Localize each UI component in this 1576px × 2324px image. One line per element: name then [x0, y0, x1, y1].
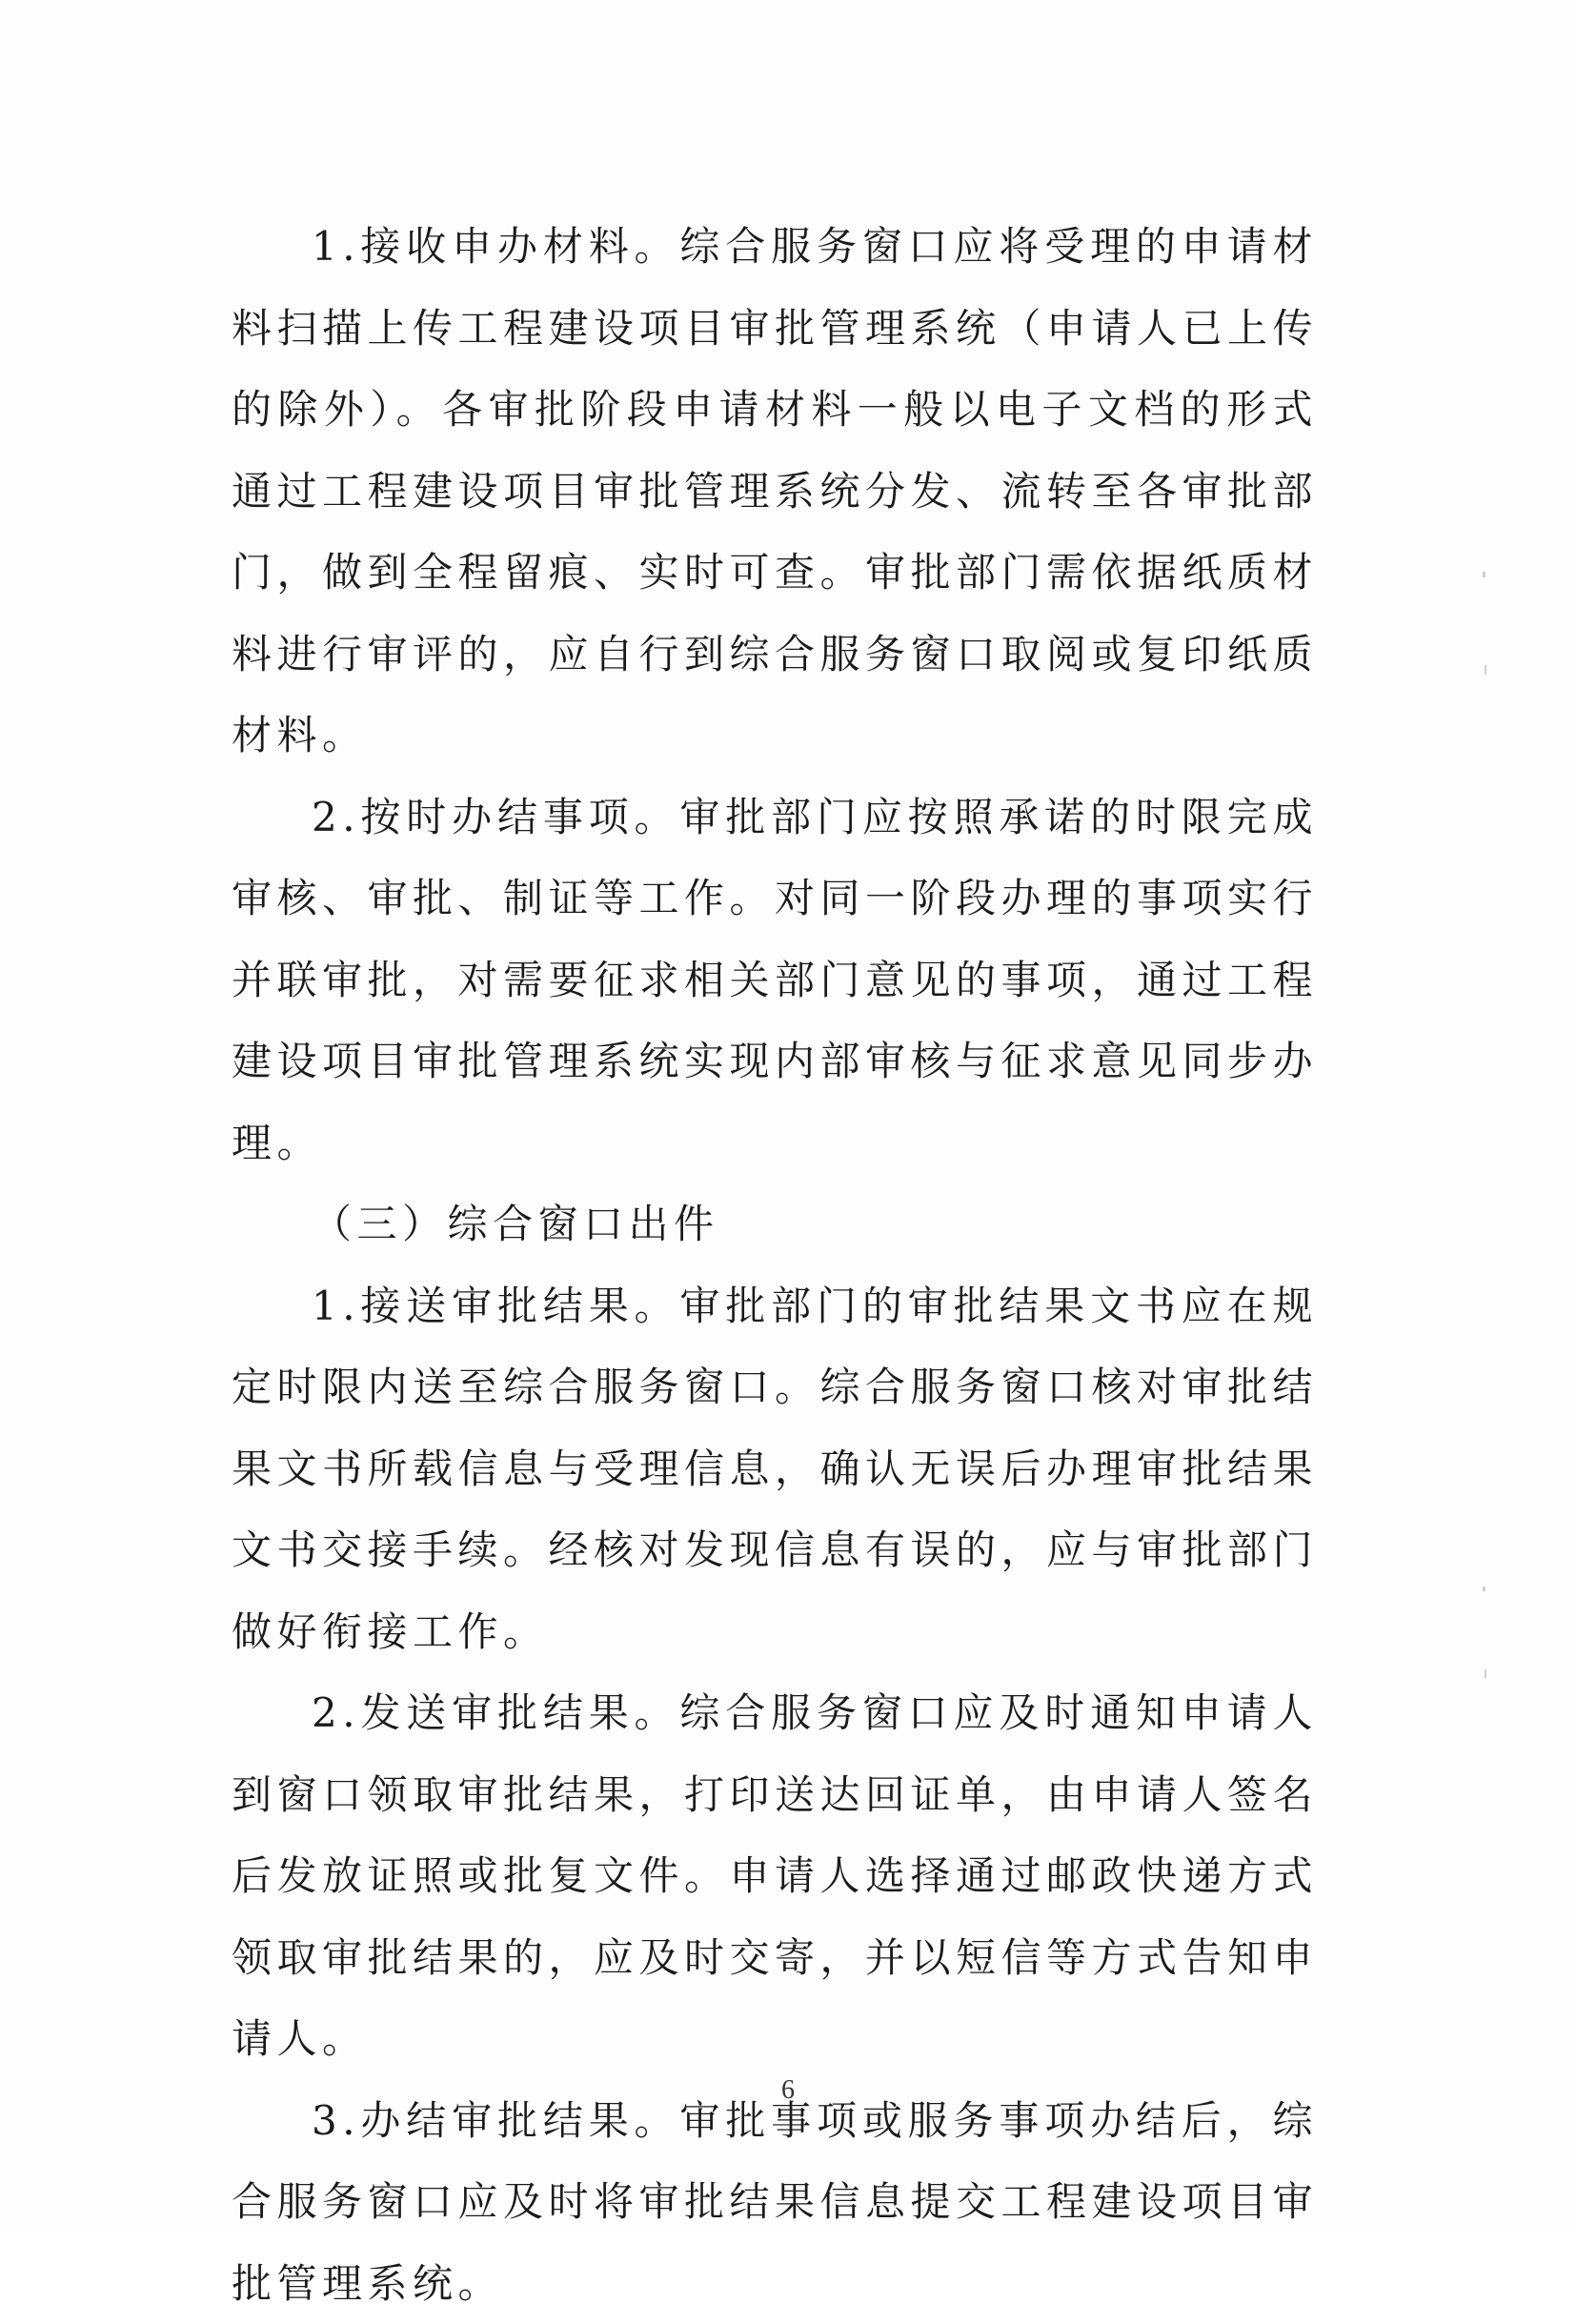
- document-body: [232, 206, 1318, 2324]
- paragraph-close-results: 3.办结审批结果。审批事项或服务事项办结后，综合服务窗口应及时将审批结果信息提交工程建设项目审批管理系统。: [232, 2080, 1318, 2324]
- scan-speck: [1483, 1586, 1485, 1591]
- paragraph-send-results: 2.发送审批结果。综合服务窗口应及时通知申请人到窗口领取审批结果，打印送达回证单，由申请人签名后发放证照或批复文件。申请人选择通过邮政快递方式领取审批结果的，应及时交寄，并以短信等方式告知申请人。: [232, 1672, 1318, 2080]
- paragraph-receive-materials: 1.接收申办材料。综合服务窗口应将受理的申请材料扫描上传工程建设项目审批管理系统（申请人已上传的除外）。各审批阶段申请材料一般以电子文档的形式通过工程建设项目审批管理系统分发、流转至各审批部门，做到全程留痕、实时可查。审批部门需依据纸质材料进行审评的，应自行到综合服务窗口取阅或复印纸质材料。: [232, 206, 1318, 777]
- scan-speck: [1483, 572, 1485, 577]
- page-number: 6: [0, 2075, 1576, 2106]
- paragraph-receive-results: 1.接送审批结果。审批部门的审批结果文书应在规定时限内送至综合服务窗口。综合服务窗口核对审批结果文书所载信息与受理信息，确认无误后办理审批结果文书交接手续。经核对发现信息有误的，应与审批部门做好衔接工作。: [232, 1265, 1318, 1673]
- scan-speck: [1485, 1669, 1486, 1678]
- scan-speck: [1485, 665, 1486, 675]
- section-heading-window-output: （三）综合窗口出件: [232, 1183, 1318, 1265]
- paragraph-timely-completion: 2.按时办结事项。审批部门应按照承诺的时限完成审核、审批、制证等工作。对同一阶段办理的事项实行并联审批，对需要征求相关部门意见的事项，通过工程建设项目审批管理系统实现内部审核与征求意见同步办理。: [232, 777, 1318, 1184]
